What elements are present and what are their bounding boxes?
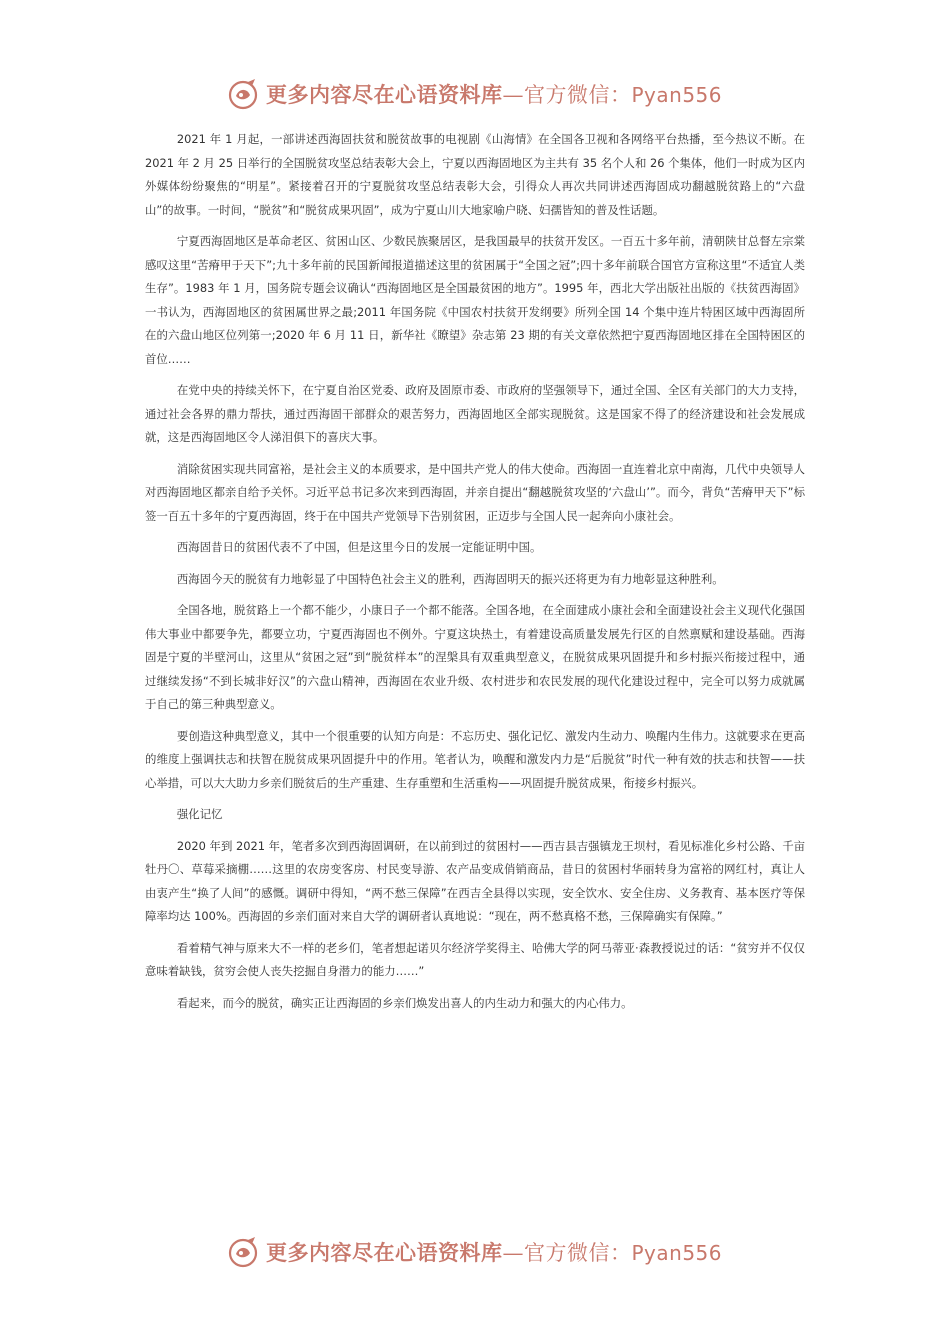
watermark-brand: 更多内容尽在心语资料库 [266, 1240, 503, 1265]
paragraph: 要创造这种典型意义，其中一个很重要的认知方向是：不忘历史、强化记忆、激发内生动力、唤醒内生伟力。这就要求在更高的维度上强调扶志和扶智在脱贫成果巩固提升中的作用。笔者认为，唤醒和激发内力是“后脱贫”时代一种有效的扶志和扶智——扶心举措，可以大大助力乡亲们脱贫后的生产重建、生存重塑和生活重构——巩固提升脱贫成果，衔接乡村振兴。 [145, 728, 805, 790]
watermark-dash: — [502, 83, 524, 107]
section-heading: 强化记忆 [176, 807, 223, 821]
watermark-official: 官方微信： [524, 1241, 632, 1265]
paragraph: 2020 年到 2021 年，笔者多次到西海固调研，在以前到过的贫困村——西吉县吉强镇龙王坝村，看见标准化乡村公路、千亩牡丹〇、草莓采摘棚……这里的农房变客房、村民变导游、农产品变成俏销商品，昔日的贫困村华丽转身为富裕的网红村，真让人由衷产生“换了人间”的感慨。调研中得知，“两不愁三保障”在西吉全县得以实现，安全饮水、安全住房、义务教育、基本医疗等保障率均达 100%。西海固的乡亲们面对来自大学的调研者认真地说：“现在，两不愁真格不愁，三保障确实有保障。” [145, 838, 805, 923]
paragraph: 看着精气神与原来大不一样的老乡们，笔者想起诺贝尔经济学奖得主、哈佛大学的阿马蒂亚·森教授说过的话：“贫穷并不仅仅意味着缺钱，贫穷会使人丧失挖掘自身潜力的能力……” [145, 940, 805, 978]
brand-logo-icon [226, 1234, 262, 1270]
paragraph: 宁夏西海固地区是革命老区、贫困山区、少数民族聚居区，是我国最早的扶贫开发区。一百五十多年前，清朝陕甘总督左宗棠感叹这里“苦瘠甲于天下”;九十多年前的民国新闻报道描述这里的贫困属于“全国之冠”;四十多年前联合国官方宣称这里“不适宜人类生存”。1983 年 1 月，国务院专题会议确认“西海固地区是全国最贫困的地方”。1995 年，西北大学出版社出版的《扶贫西海固》一书认为，西海固地区的贫困属世界之最;2011 年国务院《中国农村扶贫开发纲要》所列全国 14 个集中连片特困区域中西海固所在的六盘山地区位列第一;2020 年 6 月 11 日，新华社《瞭望》杂志第 23 期的有关文章依然把宁夏西海固地区排在全国特困区的首位…… [145, 234, 805, 366]
watermark-handle: Pyan556 [631, 83, 723, 107]
watermark-official: 官方微信： [524, 83, 632, 107]
paragraph: 看起来，而今的脱贫，确实正让西海固的乡亲们焕发出喜人的内生动力和强大的内心伟力。 [176, 995, 633, 1010]
watermark-text [266, 1237, 722, 1267]
watermark-dash: — [502, 1241, 524, 1265]
paragraph: 2021 年 1 月起，一部讲述西海固扶贫和脱贫故事的电视剧《山海情》在全国各卫视和各网络平台热播，至今热议不断。在 2021 年 2 月 25 日举行的全国脱贫攻坚总结表彰大会上，宁夏以西海固地区为主共有 35 名个人和 26 个集体，他们一时成为区内外媒体纷纷聚焦的“明星”。紧接着召开的宁夏脱贫攻坚总结表彰大会，引得众人再次共同讲述西海固成功翻越脱贫路上的“六盘山”的故事。一时间，“脱贫”和“脱贫成果巩固”，成为宁夏山川大地家喻户晓、妇孺皆知的普及性话题。 [145, 132, 805, 217]
footer-watermark-banner [0, 1232, 950, 1272]
watermark-brand: 更多内容尽在心语资料库 [266, 82, 503, 107]
brand-logo-icon [226, 76, 262, 112]
paragraph: 西海固昔日的贫困代表不了中国，但是这里今日的发展一定能证明中国。 [176, 540, 542, 554]
paragraph: 消除贫困实现共同富裕，是社会主义的本质要求，是中国共产党人的伟大使命。西海固一直连着北京中南海，几代中央领导人对西海固地区都亲自给予关怀。习近平总书记多次来到西海固，并亲自提出“翻越脱贫攻坚的‘六盘山’”。而今，背负“苦瘠甲天下”标签一百五十多年的宁夏西海固，终于在中国共产党领导下告别贫困，正迈步与全国人民一起奔向小康社会。 [145, 461, 805, 523]
article-body [145, 128, 805, 1023]
paragraph: 西海固今天的脱贫有力地彰显了中国特色社会主义的胜利，西海固明天的振兴还将更为有力地彰显这种胜利。 [176, 571, 724, 586]
paragraph: 全国各地，脱贫路上一个都不能少，小康日子一个都不能落。全国各地，在全面建成小康社会和全面建设社会主义现代化强国伟大事业中都要争先，都要立功，宁夏西海固也不例外。宁夏这块热土，有着建设高质量发展先行区的自然禀赋和建设基础。西海固是宁夏的半壁河山，这里从“贫困之冠”到“脱贫样本”的涅槃具有双重典型意义，在脱贫成果巩固提升和乡村振兴衔接过程中，通过继续发扬“不到长城非好汉”的六盘山精神，西海固在农业升级、农村进步和农民发展的现代化建设过程中，完全可以努力成就属于自己的第三种典型意义。 [145, 603, 805, 711]
watermark-text [266, 79, 722, 109]
paragraph: 在党中央的持续关怀下，在宁夏自治区党委、政府及固原市委、市政府的坚强领导下，通过全国、全区有关部门的大力支持，通过社会各界的鼎力帮扶，通过西海固干部群众的艰苦努力，西海固地区全部实现脱贫。这是国家不得了的经济建设和社会发展成就，这是西海固地区令人涕泪俱下的喜庆大事。 [145, 383, 805, 444]
watermark-handle: Pyan556 [631, 1241, 723, 1265]
header-watermark-banner [0, 74, 950, 114]
